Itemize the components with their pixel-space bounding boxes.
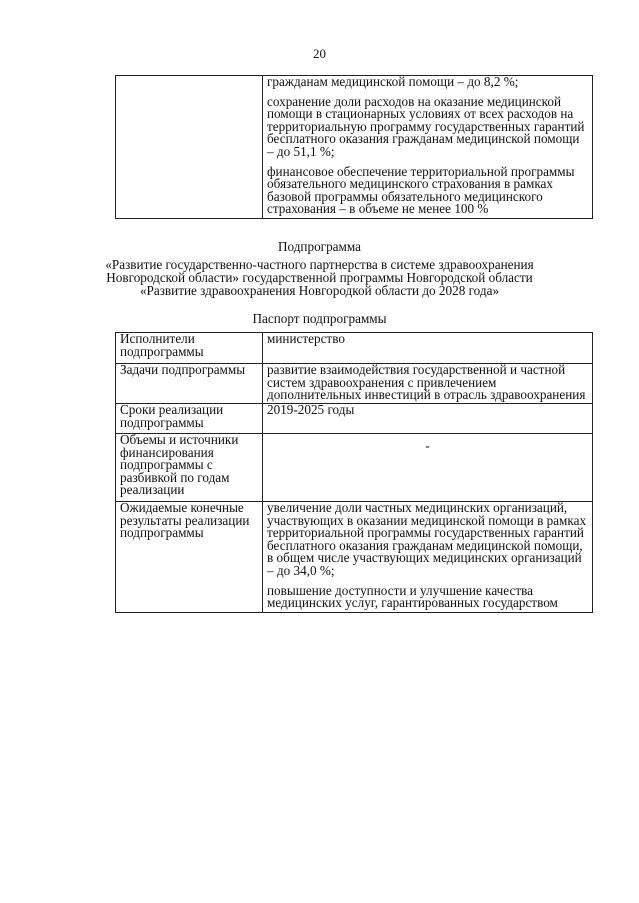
table-row — [116, 333, 593, 364]
passport-table — [115, 332, 593, 613]
indicator-paragraph: сохранение доли расходов на оказание медицинской помощи в стационарных условиях от всех расходов на территориальную программу государственных гарантий бесплатного оказания гражданам медицинской помощи – до 51,1 %; — [267, 93, 585, 159]
continuation-table — [115, 75, 593, 219]
row-label: Сроки реализации подпрограммы — [116, 404, 263, 434]
result-paragraph: повышение доступности и улучшение качества медицинских услуг, гарантированных государством — [267, 582, 558, 611]
subprogram-title-line: «Развитие государственно-частного партнерства в системе здравоохранения — [105, 257, 534, 272]
empty-label-cell — [116, 76, 263, 219]
table-row — [116, 434, 593, 502]
row-value: - — [263, 434, 593, 502]
row-label: Исполнители подпрограммы — [116, 333, 263, 364]
result-paragraph: увеличение доли частных медицинских организаций, участвующих в оказании медицинской помощи в рамках территориальной программы государственных гарантий бесплатного оказания гражданам медицинской помощи, в общем числе участвующих медицинских организаций – до 34,0 %; — [267, 500, 587, 578]
row-label: Ожидаемые конечные результаты реализации подпрограммы — [116, 502, 263, 613]
indicators-cell — [263, 76, 593, 219]
indicator-paragraph: гражданам медицинской помощи – до 8,2 %; — [267, 74, 519, 89]
row-value — [263, 502, 593, 613]
row-value: министерство — [263, 333, 593, 364]
table-row — [116, 364, 593, 404]
row-label: Задачи подпрограммы — [116, 364, 263, 404]
passport-title: Паспорт подпрограммы — [252, 311, 387, 326]
indicator-paragraph: финансовое обеспечение территориальной программы обязательного медицинского страхования в рамках базовой программы обязательного медицинского страхования – в объеме не менее 100 % — [267, 163, 575, 217]
table-row — [116, 76, 593, 219]
subprogram-title-line: «Развитие здравоохранения Новгородкой области до 2028 года» — [139, 283, 500, 298]
table-row — [116, 502, 593, 613]
subprogram-title-line: Новгородской области» государственной программы Новгородской области — [106, 270, 533, 285]
page-number: 20 — [313, 46, 326, 61]
row-value: 2019-2025 годы — [263, 404, 593, 434]
row-label: Объемы и источники финансирования подпрограммы с разбивкой по годам реализации — [116, 434, 263, 502]
subprogram-label: Подпрограмма — [277, 239, 361, 254]
table-row — [116, 404, 593, 434]
row-value: развитие взаимодействия государственной и частной систем здравоохранения с привлечением дополнительных инвестиций в отрасль здравоохранения — [263, 364, 593, 404]
